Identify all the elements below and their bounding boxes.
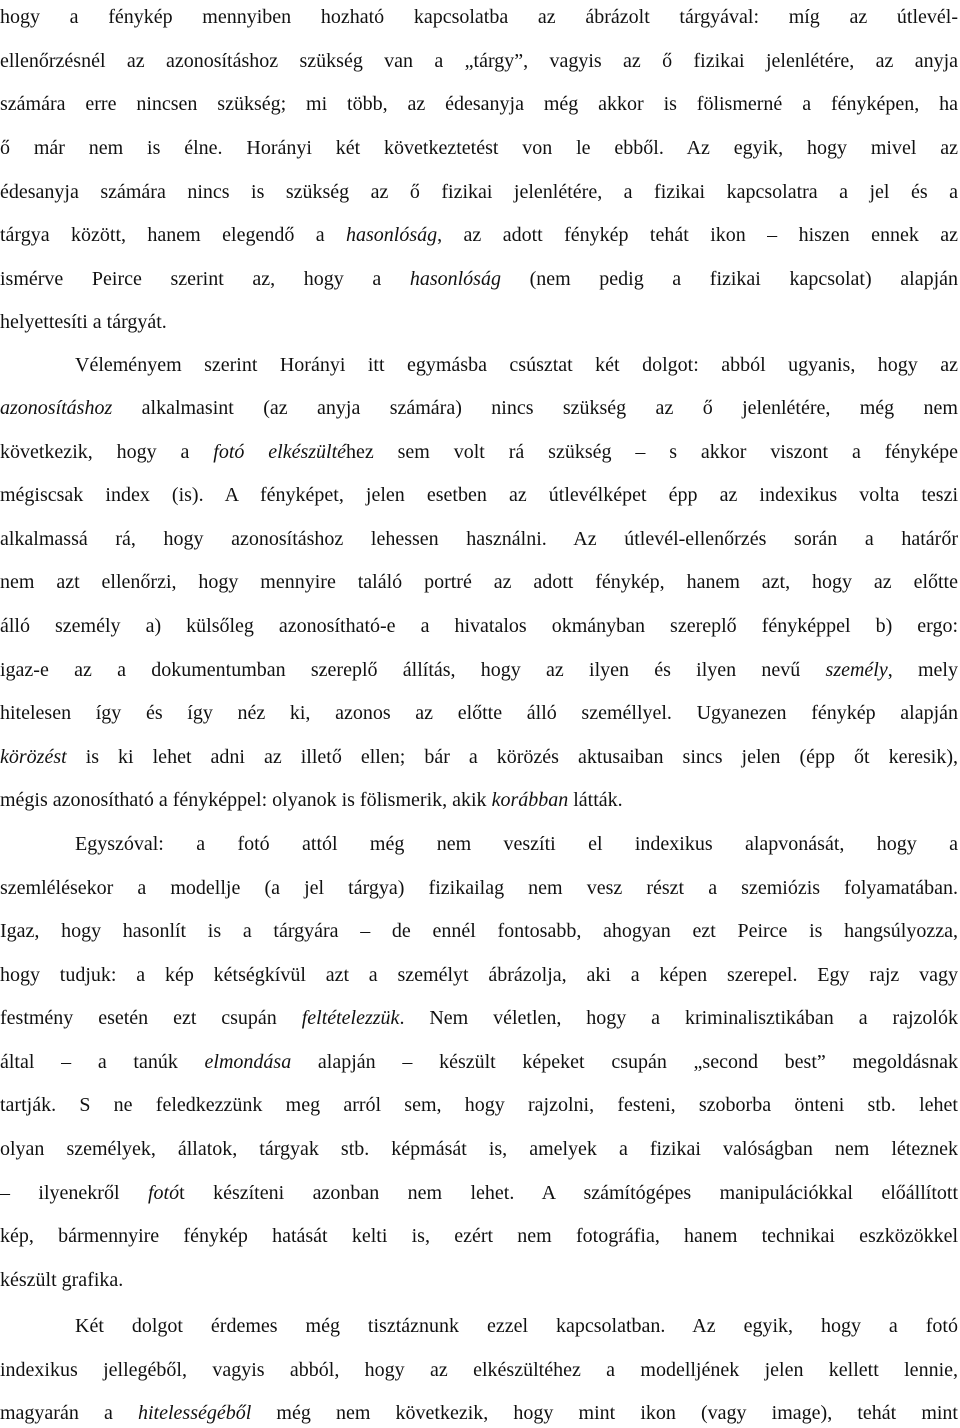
text-line <box>0 788 623 812</box>
text-run-italic: körözést <box>0 746 67 768</box>
text-line <box>0 440 958 464</box>
text-line <box>0 136 958 160</box>
text-run: magyarán a <box>0 1402 138 1424</box>
text-run: helyettesíti a tárgyát. <box>0 311 167 333</box>
text-run: hogy a fénykép mennyiben hozható kapcsolatba az ábrázolt tárgyával: míg az útlevél- <box>0 6 958 28</box>
text-line <box>0 1006 958 1030</box>
text-line <box>0 92 958 116</box>
text-run-italic: azonosításhoz <box>0 397 113 419</box>
text-line <box>0 1314 958 1338</box>
text-line <box>0 353 958 377</box>
text-run: festmény esetén ezt csupán <box>0 1007 302 1029</box>
text-run: látták. <box>568 789 623 811</box>
text-line <box>0 1093 958 1117</box>
text-line <box>0 1050 958 1074</box>
text-run: is ki lehet adni az illető ellen; bár a körözés aktusaiban sincs jelen (épp őt keresik), <box>66 746 958 768</box>
text-run: ő már nem is élne. Horányi két következtetést von le ebből. Az egyik, hogy mivel az <box>0 137 958 159</box>
text-run: által – a tanúk <box>0 1051 205 1073</box>
text-line <box>0 745 958 769</box>
text-run: édesanyja számára nincs is szükség az ő fizikai jelenlétére, a fizikai kapcsolatra a jel és a <box>0 181 958 203</box>
text-run-italic: fotó <box>147 1182 180 1204</box>
text-run: t készíteni azonban nem lehet. A számítógépes manipulációkkal előállított <box>179 1182 958 1204</box>
text-line <box>0 658 958 682</box>
text-run: hez sem volt rá szükség – s akkor viszont a fényképe <box>346 441 959 463</box>
text-run: mégis azonosítható a fényképpel: olyanok is fölismerik, akik <box>0 789 492 811</box>
text-run: igaz-e az a dokumentumban szereplő állítás, hogy az ilyen és ilyen nevű <box>0 659 826 681</box>
text-run: , mely <box>887 659 958 681</box>
text-run: , az adott fénykép tehát ikon – hiszen ennek az <box>437 224 958 246</box>
text-run: ellenőrzésnél az azonosításhoz szükség van a „tárgy”, vagyis az ő fizikai jelenlétére, az anyja <box>0 50 958 72</box>
text-line <box>0 1358 958 1382</box>
text-run: hitelesen így és így néz ki, azonos az előtte álló személlyel. Ugyanezen fénykép alapján <box>0 702 958 724</box>
text-run: következik, hogy a <box>0 441 214 463</box>
text-run: . Nem véletlen, hogy a kriminalisztikában a rajzolók <box>399 1007 958 1029</box>
text-run-italic: fotó elkészülté <box>213 441 347 463</box>
text-run: – ilyenekről <box>0 1182 148 1204</box>
text-line <box>0 483 958 507</box>
text-run: Igaz, hogy hasonlít is a tárgyára – de ennél fontosabb, ahogyan ezt Peirce is hangsúlyozza, <box>0 920 958 942</box>
text-line <box>0 963 958 987</box>
text-run-italic: hasonlóság <box>409 268 501 290</box>
text-line <box>0 614 958 638</box>
text-run: szemlélésekor a modellje (a jel tárgya) fizikailag nem vesz részt a szemiózis folyamatában. <box>0 877 958 899</box>
text-run: nem azt ellenőrzi, hogy mennyire találó portré az adott fénykép, hanem azt, hogy az előtte <box>0 571 958 593</box>
text-run: mégiscsak index (is). A fényképet, jelen esetben az útlevélképet épp az indexikus volta teszi <box>0 484 958 506</box>
text-run-italic: elmondása <box>204 1051 292 1073</box>
text-line <box>0 223 958 247</box>
text-run: még nem következik, hogy mint ikon (vagy image), tehát mint <box>251 1402 958 1424</box>
text-line <box>0 1401 958 1425</box>
text-run: tartják. S ne feledkezzünk meg arról sem, hogy rajzolni, festeni, szoborba önteni stb. lehet <box>0 1094 958 1116</box>
text-line <box>0 267 958 291</box>
text-run-italic: hasonlóság <box>346 224 438 246</box>
text-run: olyan személyek, állatok, tárgyak stb. képmását is, amelyek a fizikai valóságban nem léteznek <box>0 1138 958 1160</box>
text-line <box>0 1181 958 1205</box>
text-run-italic: korábban <box>491 789 569 811</box>
text-run: ismérve Peirce szerint az, hogy a <box>0 268 410 290</box>
text-run: Véleményem szerint Horányi itt egymásba csúsztat két dolgot: abból ugyanis, hogy az <box>75 354 958 376</box>
text-line <box>0 1224 958 1248</box>
text-line <box>0 701 958 725</box>
text-line <box>0 876 958 900</box>
text-line <box>0 310 167 334</box>
text-run: számára erre nincsen szükség; mi több, az édesanyja még akkor is fölismerné a fényképen, ha <box>0 93 958 115</box>
text-line <box>0 5 958 29</box>
text-line <box>0 919 958 943</box>
text-run: készült grafika. <box>0 1269 124 1291</box>
text-run: kép, bármennyire fénykép hatását kelti is, ezért nem fotográfia, hanem technikai eszközökkel <box>0 1225 958 1247</box>
text-run-italic: feltételezzük <box>301 1007 400 1029</box>
text-run: Két dolgot érdemes még tisztáznunk ezzel kapcsolatban. Az egyik, hogy a fotó <box>75 1315 958 1337</box>
text-run: alkalmassá rá, hogy azonosításhoz lehessen használni. Az útlevél-ellenőrzés során a határőr <box>0 528 958 550</box>
text-line <box>0 180 958 204</box>
text-run: álló személy a) külsőleg azonosítható-e a hivatalos okmányban szereplő fényképpel b) ergo: <box>0 615 958 637</box>
text-line <box>0 1137 958 1161</box>
text-run-italic: hitelességéből <box>137 1402 252 1424</box>
text-run: indexikus jellegéből, vagyis abból, hogy az elkészültéhez a modelljének jelen kellett lennie, <box>0 1359 958 1381</box>
text-run: Egyszóval: a fotó attól még nem veszíti el indexikus alapvonását, hogy a <box>75 833 958 855</box>
text-line <box>0 1268 123 1292</box>
text-line <box>0 832 958 856</box>
text-run: alkalmasint (az anyja számára) nincs szükség az ő jelenlétére, még nem <box>112 397 958 419</box>
text-run: hogy tudjuk: a kép kétségkívül azt a személyt ábrázolja, aki a képen szerepel. Egy rajz vagy <box>0 964 958 986</box>
text-run: (nem pedig a fizikai kapcsolat) alapján <box>500 268 958 290</box>
text-run-italic: személy <box>825 659 888 681</box>
text-line <box>0 570 958 594</box>
text-run: tárgya között, hanem elegendő a <box>0 224 347 246</box>
text-line <box>0 527 958 551</box>
text-line <box>0 49 958 73</box>
text-line <box>0 396 958 420</box>
text-run: alapján – készült képeket csupán „second best” megoldásnak <box>291 1051 958 1073</box>
